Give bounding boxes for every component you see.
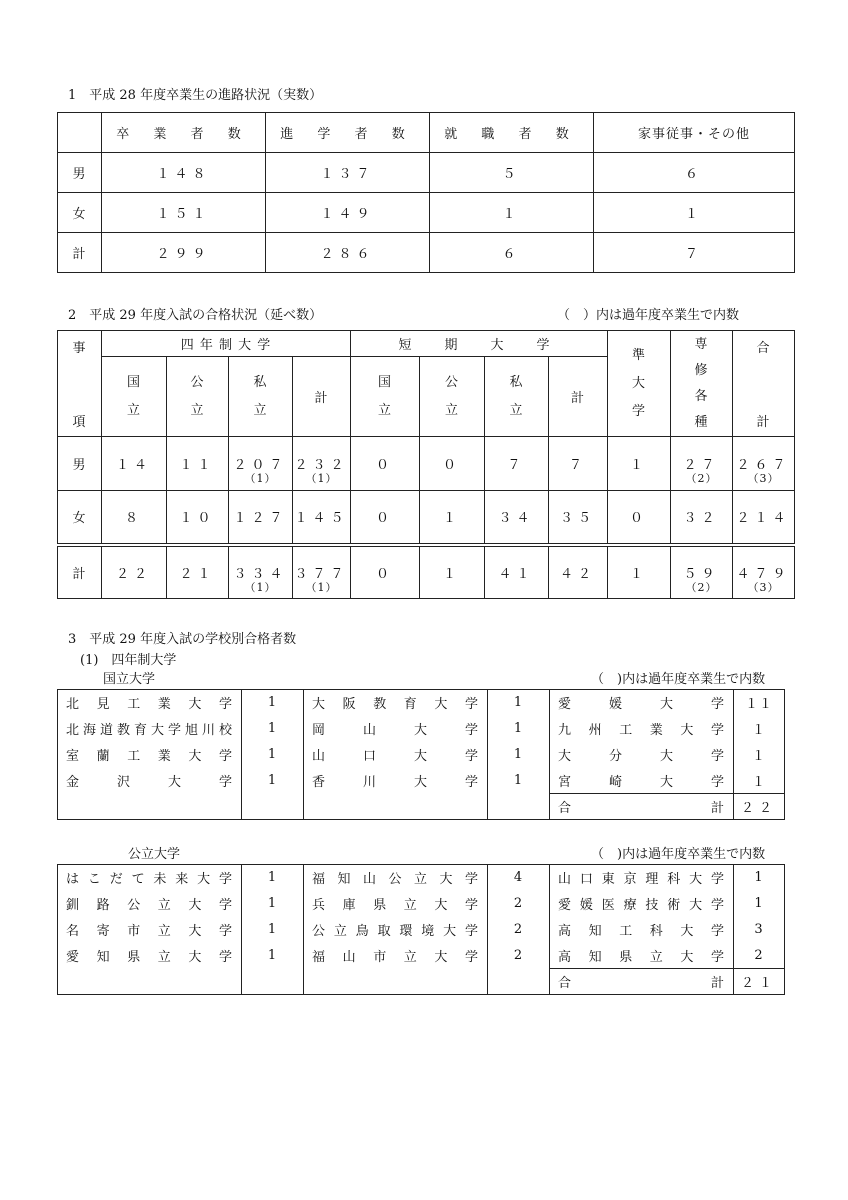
cell	[229, 545, 293, 599]
cell	[167, 491, 229, 545]
empty-cell	[242, 794, 304, 820]
school-name: 愛媛医療技術大学	[550, 891, 734, 917]
h-char: 計	[756, 415, 771, 430]
school-count: 1	[242, 943, 304, 969]
header-subtotal: 計	[293, 357, 351, 437]
cell: ２９９	[102, 233, 266, 273]
header-private	[485, 357, 549, 437]
header-national	[102, 357, 167, 437]
cell	[608, 491, 671, 545]
cell	[420, 491, 485, 545]
school-name: 公立鳥取環境大学	[304, 917, 488, 943]
header-private	[229, 357, 293, 437]
school-count: 1	[488, 768, 550, 794]
header-jiko	[58, 331, 102, 437]
h-char: 立	[126, 402, 141, 418]
cell-value: ２０７	[233, 458, 288, 473]
cell	[608, 545, 671, 599]
graduate-status-table	[57, 112, 795, 273]
school-name: 愛知県立大学	[58, 943, 242, 969]
h-char: 立	[445, 402, 460, 418]
cell: ６	[594, 153, 795, 193]
section1-title: 1 平成 28 年度卒業生の進路状況（実数）	[68, 88, 323, 103]
cell	[420, 545, 485, 599]
header-subtotal: 計	[549, 357, 608, 437]
header-junior-college: 短 期 大 学	[351, 331, 608, 357]
table-row	[58, 491, 795, 545]
cell	[671, 437, 733, 491]
cell-value: ０	[630, 511, 649, 527]
cell	[167, 545, 229, 599]
cell-value: ４１	[498, 566, 535, 582]
school-name: 高知工科大学	[550, 917, 734, 943]
cell-value: ７	[507, 458, 526, 473]
cell-value: １	[443, 511, 462, 527]
cell	[671, 491, 733, 545]
school-count: 4	[488, 865, 550, 891]
row-label: 男	[58, 153, 102, 193]
school-count: １	[734, 768, 785, 794]
school-count: １	[734, 742, 785, 768]
table-row	[58, 233, 795, 273]
row-label: 女	[58, 491, 102, 545]
cell-value: ０	[376, 511, 395, 527]
empty-cell	[242, 969, 304, 995]
cell-value: ４７９	[736, 566, 791, 582]
cell-note: （1）	[305, 472, 338, 485]
cell-value: ０	[376, 458, 395, 473]
table-row	[58, 193, 795, 233]
cell-value: １	[443, 566, 462, 582]
school-name: 香川大学	[304, 768, 488, 794]
admission-status-table	[57, 330, 795, 599]
cell: ７	[594, 233, 795, 273]
cell-value: ３３４	[233, 566, 288, 582]
table-row	[58, 545, 795, 599]
school-count: 1	[242, 891, 304, 917]
cell: １５１	[102, 193, 266, 233]
cell-note: （2）	[685, 472, 718, 485]
table-row	[58, 742, 785, 768]
row-label: 女	[58, 193, 102, 233]
school-name: 室蘭工業大学	[58, 742, 242, 768]
cell-value: ２３２	[294, 458, 349, 473]
cell	[229, 437, 293, 491]
table-row	[58, 943, 785, 969]
table-row	[58, 437, 795, 491]
cell-value: ３７７	[294, 566, 349, 582]
cell: ５	[430, 153, 594, 193]
school-count: 1	[242, 742, 304, 768]
school-count: 1	[734, 891, 785, 917]
h-char: 公	[445, 374, 460, 390]
empty-cell	[488, 969, 550, 995]
cell-value: ２７	[683, 458, 720, 473]
school-count: 1	[488, 742, 550, 768]
cell	[733, 437, 795, 491]
header-four-year: 四 年 制 大 学	[102, 331, 351, 357]
cell-value: ２１	[179, 566, 216, 582]
cell-value: ８	[124, 511, 143, 527]
header-senshu-kakushu	[671, 331, 733, 437]
public-university-table	[57, 864, 785, 995]
cell	[549, 545, 608, 599]
h-char: 立	[190, 402, 205, 418]
school-count: 1	[242, 768, 304, 794]
cell	[608, 437, 671, 491]
empty-cell	[304, 969, 488, 995]
cell-value: １４５	[294, 511, 349, 527]
table-row	[58, 865, 785, 891]
cell-value: ２１４	[736, 511, 791, 527]
school-count: １	[734, 716, 785, 742]
section2-note: （ ）内は過年度卒業生で内数	[557, 308, 740, 323]
public-label: 公立大学	[128, 847, 181, 862]
school-name: 高知県立大学	[550, 943, 734, 969]
cell	[420, 437, 485, 491]
cell-value: ０	[376, 566, 395, 582]
school-name: 福知山公立大学	[304, 865, 488, 891]
cell-value: ７	[569, 458, 588, 473]
public-note: （ )内は過年度卒業生で内数	[591, 847, 766, 862]
school-name: 大分大学	[550, 742, 734, 768]
school-name: 釧路公立大学	[58, 891, 242, 917]
cell-value: ３５	[560, 511, 597, 527]
school-name: はこだて未来大学	[58, 865, 242, 891]
school-count: 1	[242, 917, 304, 943]
total-label-char: 計	[710, 976, 725, 991]
total-label	[550, 969, 734, 995]
cell	[293, 491, 351, 545]
school-count: 1	[734, 865, 785, 891]
total-value: ２２	[734, 794, 785, 820]
school-name: 福山市立大学	[304, 943, 488, 969]
h-char: 各	[694, 388, 709, 404]
cell	[102, 437, 167, 491]
row-label: 男	[58, 437, 102, 491]
cell: １３７	[266, 153, 430, 193]
cell-value: １	[630, 458, 649, 473]
cell	[549, 437, 608, 491]
school-count: 1	[488, 716, 550, 742]
school-name: 北海道教育大学旭川校	[58, 716, 242, 742]
national-label: 国立大学	[103, 672, 156, 687]
cell-note: （1）	[305, 580, 338, 594]
cell	[733, 491, 795, 545]
h-char: 立	[378, 402, 393, 418]
empty-cell	[488, 794, 550, 820]
cell-value: １１	[179, 458, 216, 473]
school-count: 2	[734, 943, 785, 969]
cell-value: ５９	[683, 566, 720, 582]
cell: １	[430, 193, 594, 233]
h-char: 種	[694, 414, 709, 430]
school-name: 金沢大学	[58, 768, 242, 794]
h-char: 私	[509, 374, 524, 390]
cell	[293, 437, 351, 491]
school-count: 2	[488, 917, 550, 943]
cell: １	[594, 193, 795, 233]
header-total	[733, 331, 795, 437]
school-count: 3	[734, 917, 785, 943]
h-char: 合	[756, 341, 771, 356]
cell	[351, 437, 420, 491]
school-count: 2	[488, 891, 550, 917]
school-count: 1	[242, 865, 304, 891]
cell-note: （3）	[747, 472, 780, 485]
cell-value: ２６７	[736, 458, 791, 473]
cell	[351, 545, 420, 599]
h-char: 私	[253, 374, 268, 390]
table-row	[58, 690, 785, 716]
cell-note: （1）	[244, 472, 277, 485]
table-row	[58, 768, 785, 794]
school-count: 1	[488, 690, 550, 716]
h-char: 国	[126, 374, 141, 390]
empty-cell	[58, 794, 242, 820]
section3-title: 3 平成 29 年度入試の学校別合格者数	[68, 632, 297, 647]
h-char: 立	[253, 402, 268, 418]
row-label: 計	[58, 233, 102, 273]
school-name: 名寄市立大学	[58, 917, 242, 943]
table-row	[58, 716, 785, 742]
cell-note: （2）	[685, 580, 718, 594]
cell-value: １４	[115, 458, 152, 473]
h-char: 立	[509, 402, 524, 418]
cell-value: １	[630, 566, 649, 582]
row-label: 計	[58, 545, 102, 599]
total-label	[550, 794, 734, 820]
cell-value: ０	[443, 458, 462, 473]
school-name: 愛媛大学	[550, 690, 734, 716]
school-name: 山口東京理科大学	[550, 865, 734, 891]
school-name: 兵庫県立大学	[304, 891, 488, 917]
cell: ２８６	[266, 233, 430, 273]
cell	[167, 437, 229, 491]
header-advancement: 進 学 者 数	[266, 113, 430, 153]
cell	[293, 545, 351, 599]
school-name: 山口大学	[304, 742, 488, 768]
header-public	[420, 357, 485, 437]
cell-value: １０	[179, 511, 216, 527]
school-name: 北見工業大学	[58, 690, 242, 716]
table-row	[58, 917, 785, 943]
school-count: １１	[734, 690, 785, 716]
header-jiko-top: 事	[72, 341, 87, 356]
h-char: 学	[632, 403, 647, 419]
table-row	[58, 891, 785, 917]
school-name: 九州工業大学	[550, 716, 734, 742]
section2-title: 2 平成 29 年度入試の合格状況（延べ数）	[68, 308, 323, 323]
table-row	[58, 794, 785, 820]
cell-note: （1）	[244, 580, 277, 594]
national-university-table	[57, 689, 785, 820]
h-char: 国	[378, 374, 393, 390]
header-employment: 就 職 者 数	[430, 113, 594, 153]
school-count: 1	[242, 690, 304, 716]
school-name: 岡山大学	[304, 716, 488, 742]
cell	[485, 545, 549, 599]
section3-subtitle: (1) 四年制大学	[80, 653, 177, 668]
school-count: 2	[488, 943, 550, 969]
empty-cell	[58, 969, 242, 995]
cell-value: ４２	[560, 566, 597, 582]
cell: １４９	[266, 193, 430, 233]
cell	[229, 491, 293, 545]
cell	[671, 545, 733, 599]
total-label-char: 計	[710, 801, 725, 816]
total-value: ２１	[734, 969, 785, 995]
h-char: 専	[694, 336, 709, 352]
header-other: 家事従事・その他	[594, 113, 795, 153]
empty-cell	[304, 794, 488, 820]
h-char: 準	[632, 347, 647, 363]
header-graduates: 卒 業 者 数	[102, 113, 266, 153]
school-count: 1	[242, 716, 304, 742]
cell	[485, 491, 549, 545]
header-jun-daigaku	[608, 331, 671, 437]
header-public	[167, 357, 229, 437]
h-char: 修	[694, 362, 709, 378]
header-jiko-bottom: 項	[72, 415, 87, 430]
h-char: 公	[190, 374, 205, 390]
cell: １４８	[102, 153, 266, 193]
table-row	[58, 969, 785, 995]
school-name: 大阪教育大学	[304, 690, 488, 716]
header-national	[351, 357, 420, 437]
table-row	[58, 153, 795, 193]
total-label-char: 合	[558, 801, 573, 816]
cell-note: （3）	[747, 580, 780, 594]
cell-value: ３４	[498, 511, 535, 527]
national-note: （ )内は過年度卒業生で内数	[591, 672, 766, 687]
cell	[485, 437, 549, 491]
cell-value: １２７	[233, 511, 288, 527]
total-label-char: 合	[558, 976, 573, 991]
cell	[351, 491, 420, 545]
h-char: 大	[632, 375, 647, 391]
cell	[102, 545, 167, 599]
cell-value: ２２	[115, 566, 152, 582]
corner-cell	[58, 113, 102, 153]
cell	[733, 545, 795, 599]
school-name: 宮崎大学	[550, 768, 734, 794]
cell-value: ３２	[683, 511, 720, 527]
cell	[102, 491, 167, 545]
cell: ６	[430, 233, 594, 273]
cell	[549, 491, 608, 545]
